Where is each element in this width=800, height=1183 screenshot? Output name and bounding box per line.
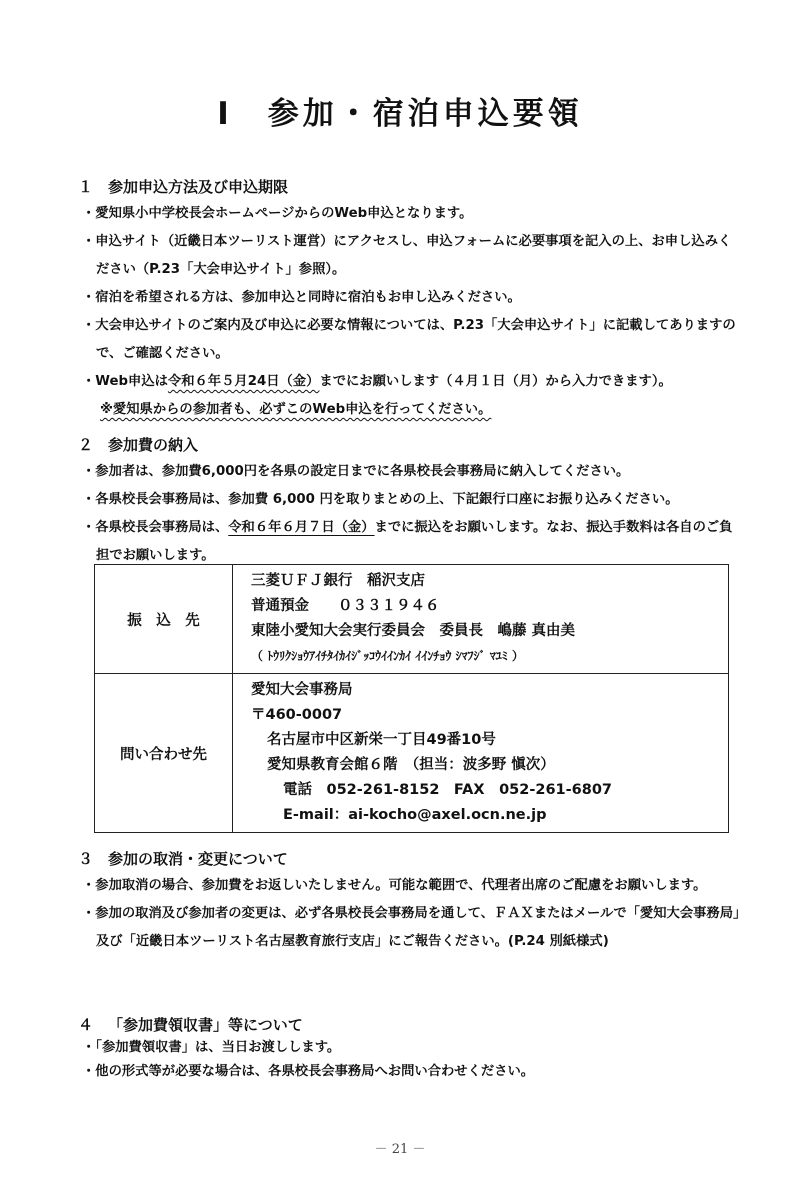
section-1-bullet-1: ・愛知県小中学校長会ホームページからのWeb申込となります。 (82, 206, 473, 221)
section-4-number: ４ (78, 1016, 94, 1034)
table-row-contact (95, 674, 729, 833)
section-1-bullet-5 (82, 368, 742, 396)
transfer-suffix: までに振込をお願いします。なお、振込手数料は各自のご負担でお願いします。 (96, 520, 733, 563)
section-1-title: 参加申込方法及び申込期限 (108, 178, 289, 196)
office-building: 愛知県教育会館６階 （担当：波多野 愼次） (267, 757, 555, 773)
postal-code: 〒460-0007 (251, 707, 343, 723)
tel-fax: 電話 052-261-8152 FAX 052-261-6807 (283, 782, 612, 798)
page-number: － 21 － (374, 1142, 426, 1157)
section-4-heading (78, 1014, 303, 1035)
section-1-bullet-2: ・申込サイト（近畿日本ツーリスト運営）にアクセスし、申込フォームに必要事項を記入の上、お申し込みください（P.23「大会申込サイト」参照）。 (82, 234, 732, 277)
section-2-number: ２ (78, 436, 94, 454)
section-1-bullet-4: ・大会申込サイトのご案内及び申込に必要な情報については、P.23「大会申込サイト」に記載してありますので、ご確認ください。 (82, 318, 736, 361)
section-3-bullet-2: ・参加の取消及び参加者の変更は、必ず各県校長会事務局を通して、ＦＡＸまたはメールで「愛知大会事務局」及び「近畿日本ツーリスト名古屋教育旅行支店」にご報告ください。(P.24 別紙様式) (82, 906, 740, 949)
section-1-bullets (82, 200, 742, 424)
transfer-prefix: ・各県校長会事務局は、 (82, 520, 229, 535)
contact-label (95, 674, 233, 833)
section-2-bullets (82, 458, 742, 570)
bank-name: 三菱ＵＦＪ銀行 稲沢支店 (251, 573, 425, 589)
account-number: 普通預金 ０３３１９４６ (251, 598, 440, 614)
section-4-title: 「参加費領収書」等について (108, 1016, 303, 1034)
section-2-title: 参加費の納入 (108, 436, 199, 454)
contact-email[interactable]: E-mail：ai-kocho@axel.ocn.ne.jp (283, 807, 547, 823)
section-4-bullet-2: ・他の形式等が必要な場合は、各県校長会事務局へお問い合わせください。 (82, 1064, 535, 1079)
section-1-bullet-3: ・宿泊を希望される方は、参加申込と同時に宿泊もお申し込みください。 (82, 290, 521, 305)
section-2-bullet-3 (82, 514, 742, 570)
section-2-bullet-1: ・参加者は、参加費6,000円を各県の設定日までに各県校長会事務局に納入してください。 (82, 464, 630, 479)
office-name: 愛知大会事務局 (251, 682, 353, 698)
section-3-title: 参加の取消・変更について (108, 850, 288, 868)
web-apply-prefix: ・Web申込は (82, 374, 168, 389)
section-1-number: １ (78, 178, 94, 196)
section-3-bullet-1: ・参加取消の場合、参加費をお返しいたしません。可能な範囲で、代理者出席のご配慮をお願いします。 (82, 878, 707, 893)
transfer-label-text: 振 込 先 (127, 612, 200, 629)
transfer-details (233, 565, 729, 674)
web-apply-suffix: までにお願いします（４月１日（月）から入力できます）。 (319, 374, 672, 389)
contact-label-text: 問い合わせ先 (120, 746, 207, 763)
section-3-bullets (82, 872, 742, 956)
section-3-number: ３ (78, 850, 94, 868)
transfer-deadline: 令和６年６月７日（金） (228, 520, 375, 535)
section-3-heading (78, 848, 288, 869)
transfer-label (95, 565, 233, 674)
section-2-heading (78, 434, 198, 455)
table-row-transfer (95, 565, 729, 674)
web-apply-deadline: 令和６年５月24日（金） (167, 374, 320, 389)
section-4-bullets (82, 1036, 742, 1084)
section-1-heading (78, 176, 288, 197)
section-4-bullet-1: ・「参加費領収書」は、当日お渡しします。 (82, 1040, 341, 1055)
office-address: 名古屋市中区新栄一丁目49番10号 (267, 732, 496, 748)
contact-details (233, 674, 729, 833)
section-2-bullet-2: ・各県校長会事務局は、参加費 6,000 円を取りまとめの上、下記銀行口座にお振り込みください。 (82, 492, 679, 507)
page-title: Ⅰ 参加・宿泊申込要領 (217, 96, 583, 132)
account-contact-table (94, 564, 729, 833)
account-holder-kana: （ ﾄｳﾘｸｼｮｳｱｲﾁﾀｲｶｲｼﾞｯｺｳｲｲﾝｶｲ ｲｲﾝﾁｮｳ ｼﾏﾌｼﾞ ﾏﾕﾐ ） (251, 649, 524, 663)
account-holder: 東陸小愛知大会実行委員会 委員長 嶋藤 真由美 (251, 623, 576, 639)
section-1-note: ※愛知県からの参加者も、必ずこのWeb申込を行ってください。 (100, 402, 492, 417)
